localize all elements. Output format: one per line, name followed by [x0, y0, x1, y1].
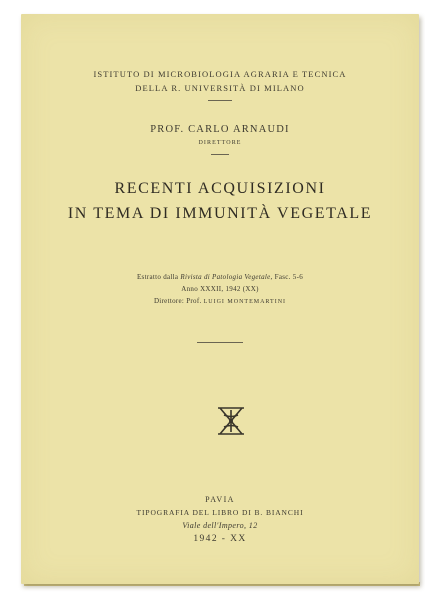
institute-line-2: DELLA R. UNIVERSITÀ DI MILANO — [135, 83, 305, 93]
extract-prefix: Estratto dalla — [136, 273, 179, 281]
journal-name: Rivista di Patologia Vegetale — [180, 273, 271, 281]
author-rule — [211, 154, 229, 155]
author-role: DIRETTORE — [198, 140, 242, 146]
extract-rule — [197, 342, 243, 343]
extract-year-line: Anno XXXII, 1942 (XX) — [181, 285, 259, 293]
author-name: PROF. CARLO ARNAUDI — [150, 124, 290, 135]
printer-mark-icon — [214, 405, 248, 437]
extract-line — [21, 273, 419, 281]
title-line-2: IN TEMA DI IMMUNITÀ VEGETALE — [67, 205, 373, 222]
journal-issue: , Fasc. 5-6 — [270, 273, 304, 281]
director-label: Direttore: Prof. — [153, 297, 202, 305]
imprint-address: Viale dell'Impero, 12 — [182, 521, 258, 530]
title-line-1: RECENTI ACQUISIZIONI — [114, 180, 326, 197]
imprint-year: 1942 - XX — [193, 534, 247, 544]
imprint-printer: TIPOGRAFIA DEL LIBRO DI B. BIANCHI — [136, 508, 304, 517]
header-rule — [208, 100, 232, 101]
imprint-city: PAVIA — [205, 495, 235, 504]
director-name: LUIGI MONTEMARTINI — [203, 299, 287, 305]
pamphlet-cover — [21, 14, 419, 584]
extract-director-line — [21, 297, 419, 305]
institute-line-1: ISTITUTO DI MICROBIOLOGIA AGRARIA E TECNICA — [93, 69, 347, 79]
